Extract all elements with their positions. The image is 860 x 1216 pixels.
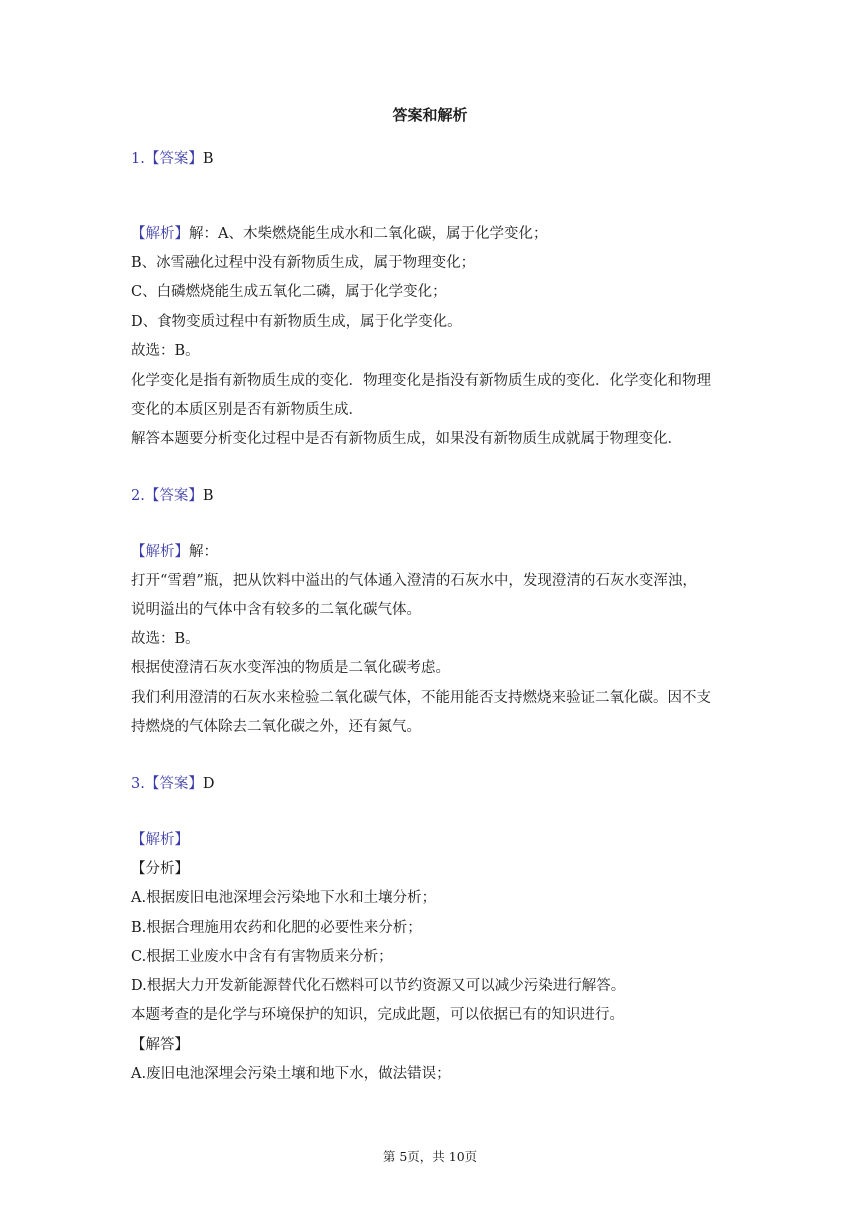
q1-text-line: 变化的本质区别是否有新物质生成． xyxy=(131,402,363,418)
q1-number: 1. xyxy=(131,151,145,167)
q1-text-line: C、白磷燃烧能生成五氧化二磷，属于化学变化； xyxy=(131,284,447,300)
page-title: 答案和解析 xyxy=(392,106,468,124)
q1-answer-tag: 【答案】 xyxy=(144,151,203,167)
q3-analysis-tag: 【解析】 xyxy=(131,832,189,848)
q2-analysis-first: 解： xyxy=(189,544,218,560)
q3-text-line: B.根据合理施用农药和化肥的必要性来分析； xyxy=(131,920,422,936)
q3-answer: D xyxy=(202,776,215,792)
q2-text-line: 根据使澄清石灰水变浑浊的物质是二氧化碳考虑。 xyxy=(131,660,450,676)
q3-text-line: D.根据大力开发新能源替代化石燃料可以节约资源又可以减少污染进行解答。 xyxy=(131,978,626,994)
q2-answer-line xyxy=(131,485,741,507)
q3-answer-tag: 【答案】 xyxy=(144,776,203,792)
q1-analysis-line xyxy=(131,223,741,245)
q3-text-line: 【分析】 xyxy=(131,861,189,877)
q2-text-line: 故选：B。 xyxy=(131,631,200,647)
q3-answer-line xyxy=(131,773,741,795)
q3-text-line: 本题考查的是化学与环境保护的知识，完成此题，可以依据已有的知识进行。 xyxy=(131,1007,624,1023)
q1-text-line: 化学变化是指有新物质生成的变化．物理变化是指没有新物质生成的变化．化学变化和物理 xyxy=(131,373,711,389)
q2-analysis-tag: 【解析】 xyxy=(131,544,189,560)
q1-analysis-first: 解：A、木柴燃烧能生成水和二氧化碳，属于化学变化； xyxy=(189,226,548,242)
q2-text-line: 打开“雪碧”瓶，把从饮料中溢出的气体通入澄清的石灰水中，发现澄清的石灰水变浑浊， xyxy=(131,573,697,589)
q1-text-line: D、食物变质过程中有新物质生成，属于化学变化。 xyxy=(131,314,462,330)
q3-text-line: 【解答】 xyxy=(131,1037,189,1053)
q1-text-line: 解答本题要分析变化过程中是否有新物质生成，如果没有新物质生成就属于物理变化． xyxy=(131,431,682,447)
q3-text-line: C.根据工业废水中含有有害物质来分析； xyxy=(131,949,393,965)
q2-analysis-line xyxy=(131,541,741,563)
q1-answer: B xyxy=(202,151,214,167)
q2-text-line: 我们利用澄清的石灰水来检验二氧化碳气体，不能用能否支持燃烧来验证二氧化碳。因不支 xyxy=(131,690,711,706)
q2-text-line: 说明溢出的气体中含有较多的二氧化碳气体。 xyxy=(131,602,421,618)
q3-text-line: A.根据废旧电池深埋会污染地下水和土壤分析； xyxy=(131,890,437,906)
q1-analysis-tag: 【解析】 xyxy=(131,226,189,242)
q1-text-line: B、冰雪融化过程中没有新物质生成，属于物理变化； xyxy=(131,255,476,271)
q2-answer: B xyxy=(202,488,214,504)
q1-text-line: 故选：B。 xyxy=(131,343,200,359)
page-footer: 第 5页，共 10页 xyxy=(382,1149,478,1164)
q2-number: 2. xyxy=(131,488,145,504)
q1-answer-line xyxy=(131,148,741,170)
q2-text-line: 持燃烧的气体除去二氧化碳之外，还有氮气。 xyxy=(131,719,421,735)
q3-text-line: A.废旧电池深埋会污染土壤和地下水，做法错误； xyxy=(131,1066,451,1082)
q3-number: 3. xyxy=(131,776,145,792)
q2-answer-tag: 【答案】 xyxy=(144,488,203,504)
